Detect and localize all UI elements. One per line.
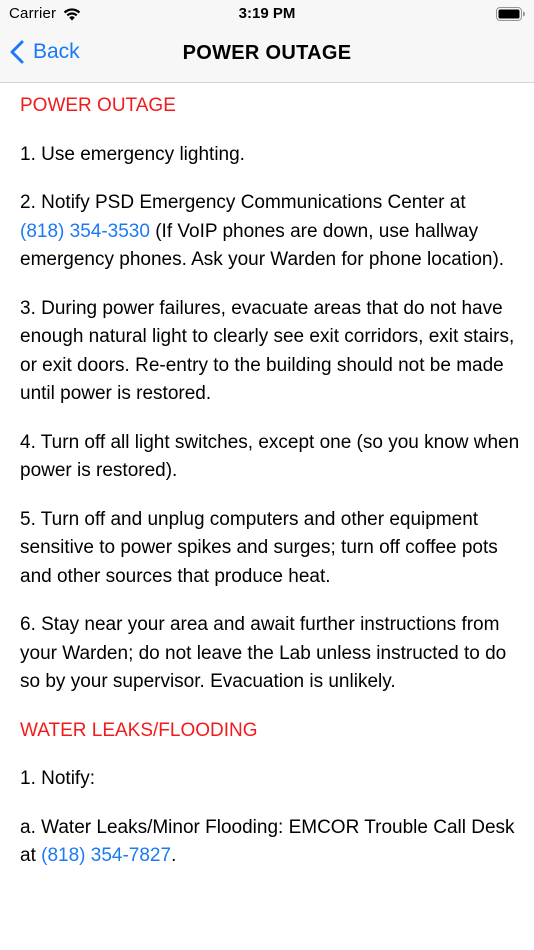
list-item [20,189,520,275]
list-item: 1. Notify: [20,768,95,789]
list-item-text: . [171,845,177,866]
phone-link[interactable]: (818) 354-7827 [41,845,172,866]
back-label: Back [33,40,80,63]
status-bar [0,0,534,28]
list-item: 6. Stay near your area and await further instructions from your Warden; do not leave the Lab unless instructed to do so by your supervisor. Evacuation is unlikely. [20,614,507,692]
battery-icon [496,7,526,21]
list-item [20,814,520,871]
content-area[interactable] [20,84,520,891]
list-item-text: 2. Notify PSD Emergency Communications Center at [20,192,466,213]
navigation-bar [0,28,534,83]
list-item-text: a. Water Leaks/Minor Flooding: EMCOR Trouble Call Desk at [20,816,515,866]
list-item-text: (If VoIP phones are down, use hallway emergency phones. Ask your Warden for phone location). [20,220,505,270]
phone-link[interactable]: (818) 354-3530 [20,220,150,242]
section-heading-water-leaks: WATER LEAKS/FLOODING [20,719,258,741]
status-time: 3:19 PM [238,5,296,22]
page-title: POWER OUTAGE [182,42,352,64]
carrier-label: Carrier [9,5,57,22]
section-heading-power-outage: POWER OUTAGE [20,95,176,116]
list-item: 5. Turn off and unplug computers and other equipment sensitive to power spikes and surges; turn off coffee pots and other sources that produce heat. [20,508,498,587]
list-item: 1. Use emergency lighting. [20,143,245,165]
list-item: 3. During power failures, evacuate areas that do not have enough natural light to clearly see exit corridors, exit stairs, or exit doors. Re-entry to the building should not be made until power is restored. [20,297,515,404]
list-item: 4. Turn off all light switches, except one (so you know when power is restored). [20,431,520,481]
